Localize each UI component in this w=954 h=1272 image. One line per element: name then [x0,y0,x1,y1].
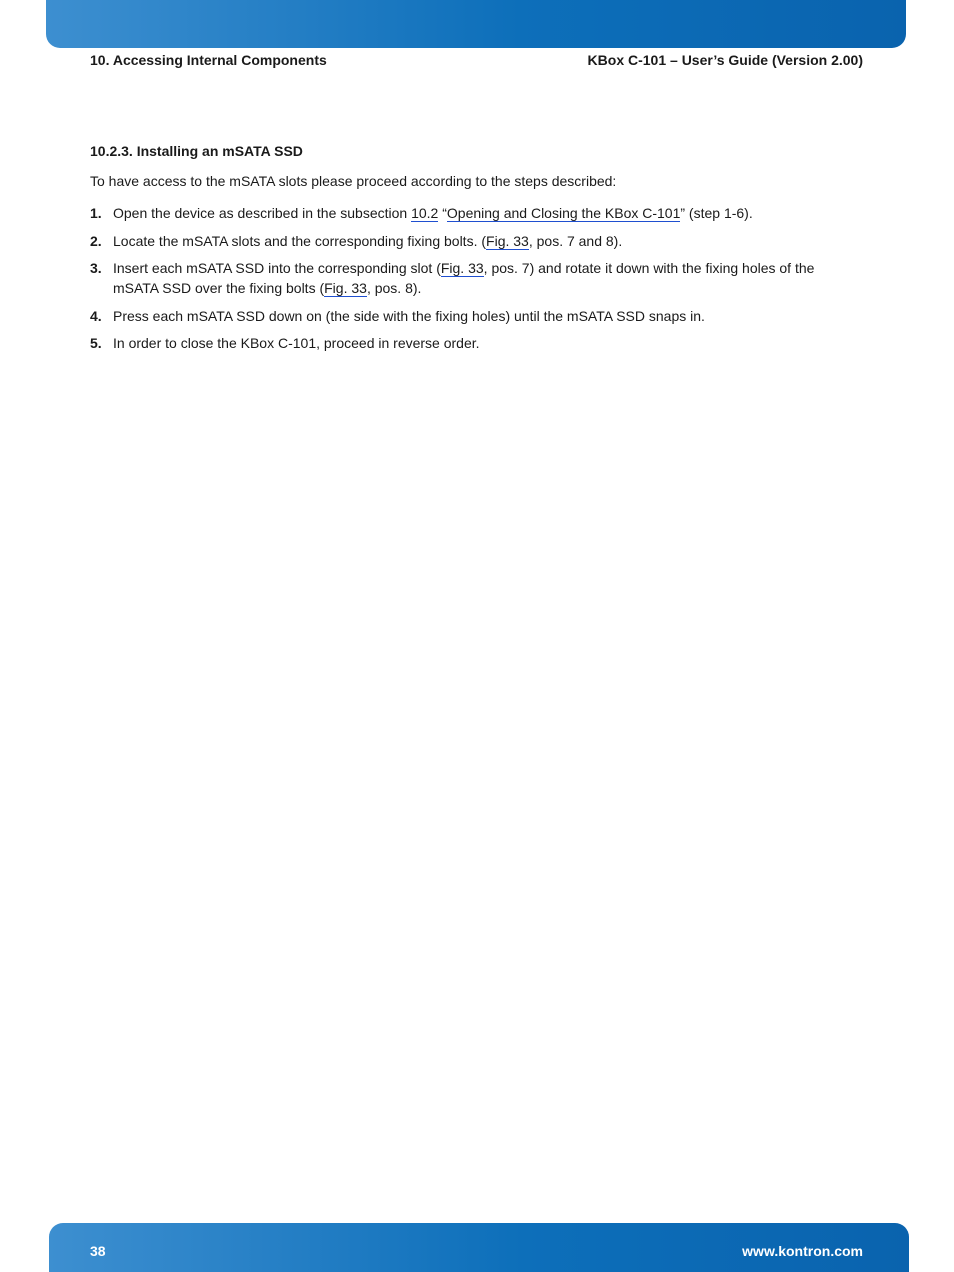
step-text: , pos. 8). [366,280,422,296]
step-number: 3. [90,260,102,276]
list-item [90,306,850,326]
website-link[interactable]: www.kontron.com [742,1243,863,1259]
step-text: In order to close the KBox C-101, proceed in reverse order. [113,335,480,351]
link-fig-33[interactable]: Fig. 33 [324,280,367,296]
step-number: 5. [90,335,102,351]
list-item [90,231,850,251]
chapter-title: 10. Accessing Internal Components [90,52,327,68]
link-fig-33[interactable]: Fig. 33 [486,232,529,249]
guide-title: KBox C-101 – User’s Guide (Version 2.00) [587,52,863,68]
step-text: Open the device as described in the subsection [113,205,412,221]
steps-list [90,203,850,361]
step-text: Insert each mSATA SSD into the corresponding slot ( [113,260,441,276]
step-text: Press each mSATA SSD down on (the side with the fixing holes) until the mSATA SSD snaps in. [113,307,705,324]
step-number: 2. [90,232,102,249]
link-fig-33[interactable]: Fig. 33 [440,260,484,276]
intro-paragraph: To have access to the mSATA slots please proceed according to the steps described: [90,173,617,189]
list-item [90,258,850,298]
list-item [90,203,850,223]
step-text: , pos. 7) and rotate it down with the fixing holes of the mSATA SSD over the fixing bolts ( [113,260,815,296]
step-number: 4. [90,307,102,324]
page-number: 38 [90,1243,106,1259]
step-text: ” (step 1-6). [680,205,753,221]
header-band [46,0,906,48]
step-text: Locate the mSATA slots and the corresponding fixing bolts. ( [113,232,487,249]
link-section-10-2[interactable]: 10.2 [411,205,439,221]
step-text: , pos. 7 and 8). [528,232,623,249]
list-item [90,333,850,353]
link-opening-closing[interactable]: Opening and Closing the KBox C-101 [446,205,681,221]
step-number: 1. [90,205,102,221]
step-text: “ [438,205,447,221]
section-heading: 10.2.3. Installing an mSATA SSD [90,143,303,159]
